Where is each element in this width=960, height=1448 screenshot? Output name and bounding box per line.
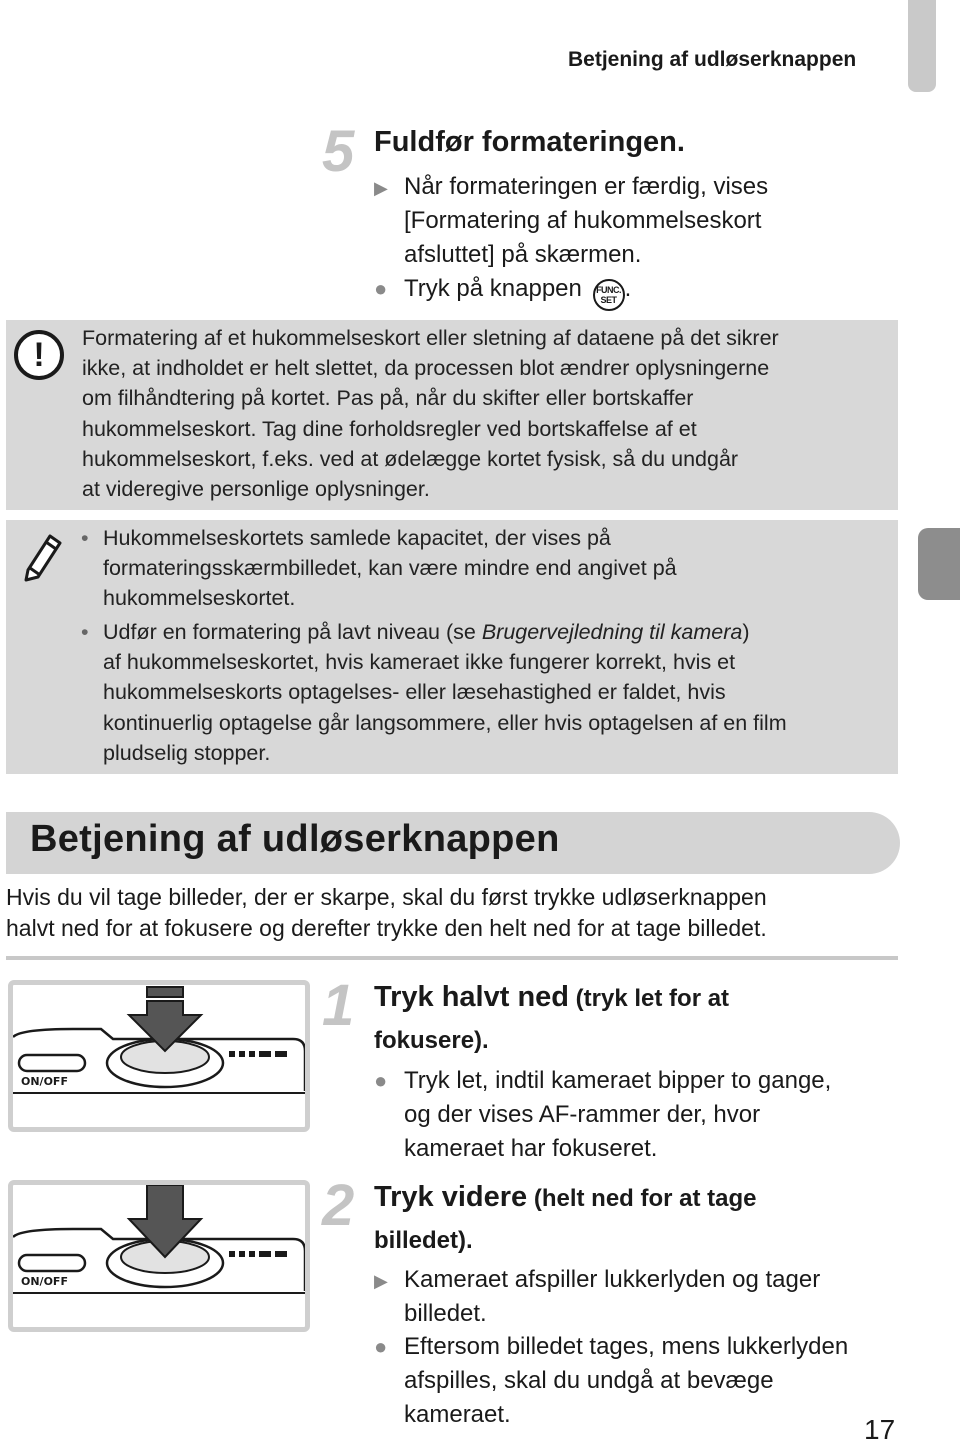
bullet-dot-icon: • — [81, 620, 89, 644]
side-chapter-tab — [918, 528, 960, 600]
text-line: af hukommelseskortet, hvis kameraet ikke fungerer korrekt, hvis et — [103, 650, 736, 675]
text-line: Formatering af et hukommelseskort eller sletning af dataene på det sikrer — [82, 326, 779, 350]
step-5-number: 5 — [322, 119, 355, 184]
circle-bullet-icon: ● — [374, 1334, 388, 1359]
text-line: at videregive personlige oplysninger. — [82, 477, 430, 502]
text-line — [103, 617, 893, 647]
step-2-number: 2 — [322, 1173, 355, 1238]
circle-bullet-icon: ● — [374, 276, 388, 301]
text-line: kameraet har fokuseret. — [404, 1135, 658, 1162]
text-line: Kameraet afspiller lukkerlyden og tager — [404, 1266, 821, 1293]
step-2-caution-bullet — [374, 1330, 849, 1432]
text-line: Tryk på knappen — [404, 275, 582, 302]
triangle-bullet-icon: ▶ — [374, 178, 388, 198]
step-2-title — [374, 1177, 757, 1261]
camera-top-drawing — [13, 1185, 305, 1327]
text-line: ikke, at indholdet er helt slettet, da processen blot ændrer oplysningerne — [82, 356, 770, 381]
camera-illustration-half-press — [8, 980, 310, 1132]
note-item-capacity — [81, 523, 893, 614]
func-label: FUNC. — [596, 285, 622, 295]
text-line: [Formatering af hukommelseskort — [404, 207, 762, 234]
step-5-action-bullet — [374, 272, 632, 311]
text-line: Hukommelseskortets samlede kapacitet, der vises på — [103, 526, 611, 550]
power-label: ON/OFF — [21, 1275, 68, 1288]
step-1-number: 1 — [322, 973, 355, 1038]
text-line: hukommelseskorts optagelses- eller læsehastighed er faldet, hvis — [103, 680, 726, 705]
step-1-title — [374, 977, 729, 1061]
title-sub-line2: billedet). — [374, 1227, 473, 1254]
divider — [6, 956, 898, 960]
step-5-result-bullet — [374, 170, 769, 272]
text-line: kontinuerlig optagelse går langsommere, eller hvis optagelsen af en film — [103, 710, 787, 735]
manual-reference: Brugervejledning til kamera — [481, 620, 743, 644]
power-label: ON/OFF — [21, 1075, 68, 1088]
text-span: ) — [742, 620, 750, 644]
circle-bullet-icon: ● — [374, 1068, 388, 1093]
text-line: Tryk let, indtil kameraet bipper to gange, — [404, 1067, 832, 1094]
text-line: halvt ned for at fokusere og derefter trykke den helt ned for at tage billedet. — [6, 915, 767, 941]
text-line: Hvis du vil tage billeder, der er skarpe, skal du først trykke udløserknappen — [6, 884, 767, 910]
pencil-icon — [18, 530, 66, 582]
section-title: Betjening af udløserknappen — [30, 818, 560, 860]
text-line: formateringsskærmbilledet, kan være mindre end angivet på — [103, 556, 677, 581]
title-sub: (helt ned for at tage — [527, 1185, 757, 1212]
text-line: afsluttet] på skærmen. — [404, 241, 642, 268]
title-sub: (tryk let for at — [569, 985, 730, 1012]
step-1-bullet — [374, 1064, 832, 1166]
running-header: Betjening af udløserknappen — [568, 48, 857, 71]
step-2-result-bullet — [374, 1263, 821, 1331]
title-main: Tryk videre — [374, 1181, 528, 1213]
text-line: hukommelseskort. Tag dine forholdsregler ved bortskaffelse af et — [82, 416, 697, 441]
set-label: SET — [600, 295, 617, 305]
triangle-bullet-icon: ▶ — [374, 1271, 388, 1291]
text-span: Udfør en formatering på lavt niveau (se — [103, 620, 482, 644]
section-intro — [6, 882, 906, 944]
text-line: hukommelseskort, f.eks. ved at ødelægge kortet fysisk, så du undgår — [82, 446, 739, 471]
text-line: om filhåndtering på kortet. Pas på, når du skifter eller bortskaffer — [82, 386, 694, 411]
page-number: 17 — [864, 1414, 896, 1445]
text-line: billedet. — [404, 1300, 487, 1327]
camera-illustration-full-press — [8, 1180, 310, 1332]
exclamation-icon: ! — [14, 330, 64, 380]
text-line: hukommelseskortet. — [103, 586, 296, 611]
text-line: Eftersom billedet tages, mens lukkerlyden — [404, 1333, 849, 1360]
step-5-title: Fuldfør formateringen. — [374, 126, 685, 158]
text-line: afspilles, skal du undgå at bevæge — [404, 1367, 774, 1394]
bullet-dot-icon: • — [81, 526, 89, 550]
note-item-lowlevel-format — [81, 617, 893, 768]
text-line: pludselig stopper. — [103, 740, 271, 765]
text-line: kameraet. — [404, 1401, 511, 1428]
caution-text — [82, 323, 892, 504]
camera-top-drawing — [13, 985, 305, 1127]
func-set-button-icon — [593, 279, 625, 311]
title-main: Tryk halvt ned — [374, 981, 570, 1013]
text-line: Når formateringen er færdig, vises — [404, 173, 769, 200]
title-sub-line2: fokusere). — [374, 1027, 489, 1054]
text-line: og der vises AF-rammer der, hvor — [404, 1101, 761, 1128]
period: . — [624, 275, 632, 302]
top-thumb-tab — [908, 0, 936, 92]
